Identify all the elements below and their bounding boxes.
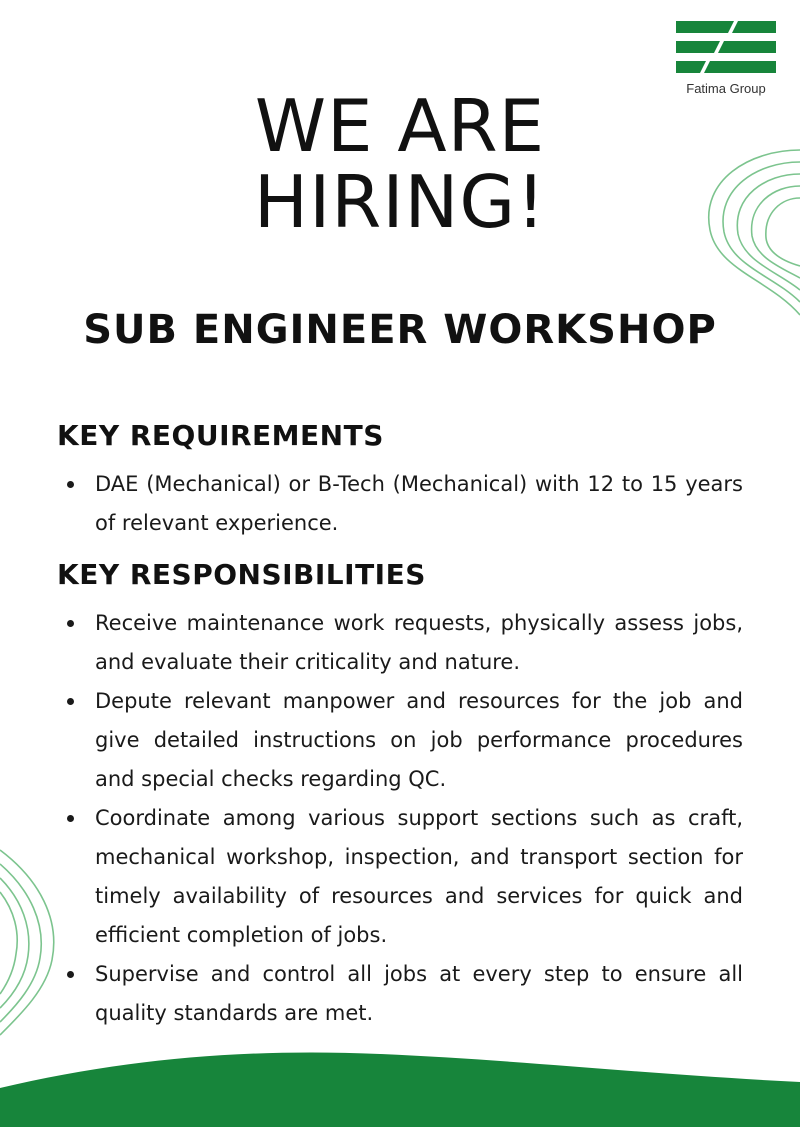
decorative-curves-left: [0, 840, 60, 1040]
bottom-wave: [0, 1040, 800, 1127]
bullet-dot: [67, 698, 74, 705]
responsibilities-list: [57, 604, 743, 1033]
responsibilities-heading: KEY RESPONSIBILITIES: [57, 558, 426, 591]
fatima-group-logo: [674, 19, 778, 99]
bullet-dot: [67, 481, 74, 488]
responsibility-item: [57, 955, 743, 1033]
requirement-text: DAE (Mechanical) or B-Tech (Mechanical) with 12 to 15 years of relevant experience.: [95, 472, 743, 535]
hiring-headline: [0, 84, 800, 244]
bullet-dot: [67, 620, 74, 627]
fatima-group-logo-mark: [676, 19, 776, 77]
requirements-heading: KEY REQUIREMENTS: [57, 419, 384, 452]
responsibility-text: Depute relevant manpower and resources for the job and give detailed instructions on job performance procedures and special checks regarding QC.: [95, 689, 743, 791]
responsibility-text: Coordinate among various support sections such as craft, mechanical workshop, inspection, and transport section for timely availability of resources and services for quick and efficient completion of jobs.: [95, 806, 743, 947]
responsibility-text: Receive maintenance work requests, physically assess jobs, and evaluate their criticality and nature.: [95, 611, 743, 674]
headline-line-1: WE ARE: [254, 84, 546, 168]
requirement-item: [57, 465, 743, 543]
responsibility-item: [57, 682, 743, 799]
responsibility-text: Supervise and control all jobs at every step to ensure all quality standards are met.: [95, 962, 743, 1025]
bullet-dot: [67, 815, 74, 822]
headline-line-2: HIRING!: [253, 160, 547, 244]
responsibility-item: [57, 799, 743, 955]
job-title: SUB ENGINEER WORKSHOP: [83, 307, 717, 353]
bullet-dot: [67, 971, 74, 978]
responsibility-item: [57, 604, 743, 682]
logo-text: Fatima Group: [686, 81, 766, 96]
requirements-list: [57, 465, 743, 543]
